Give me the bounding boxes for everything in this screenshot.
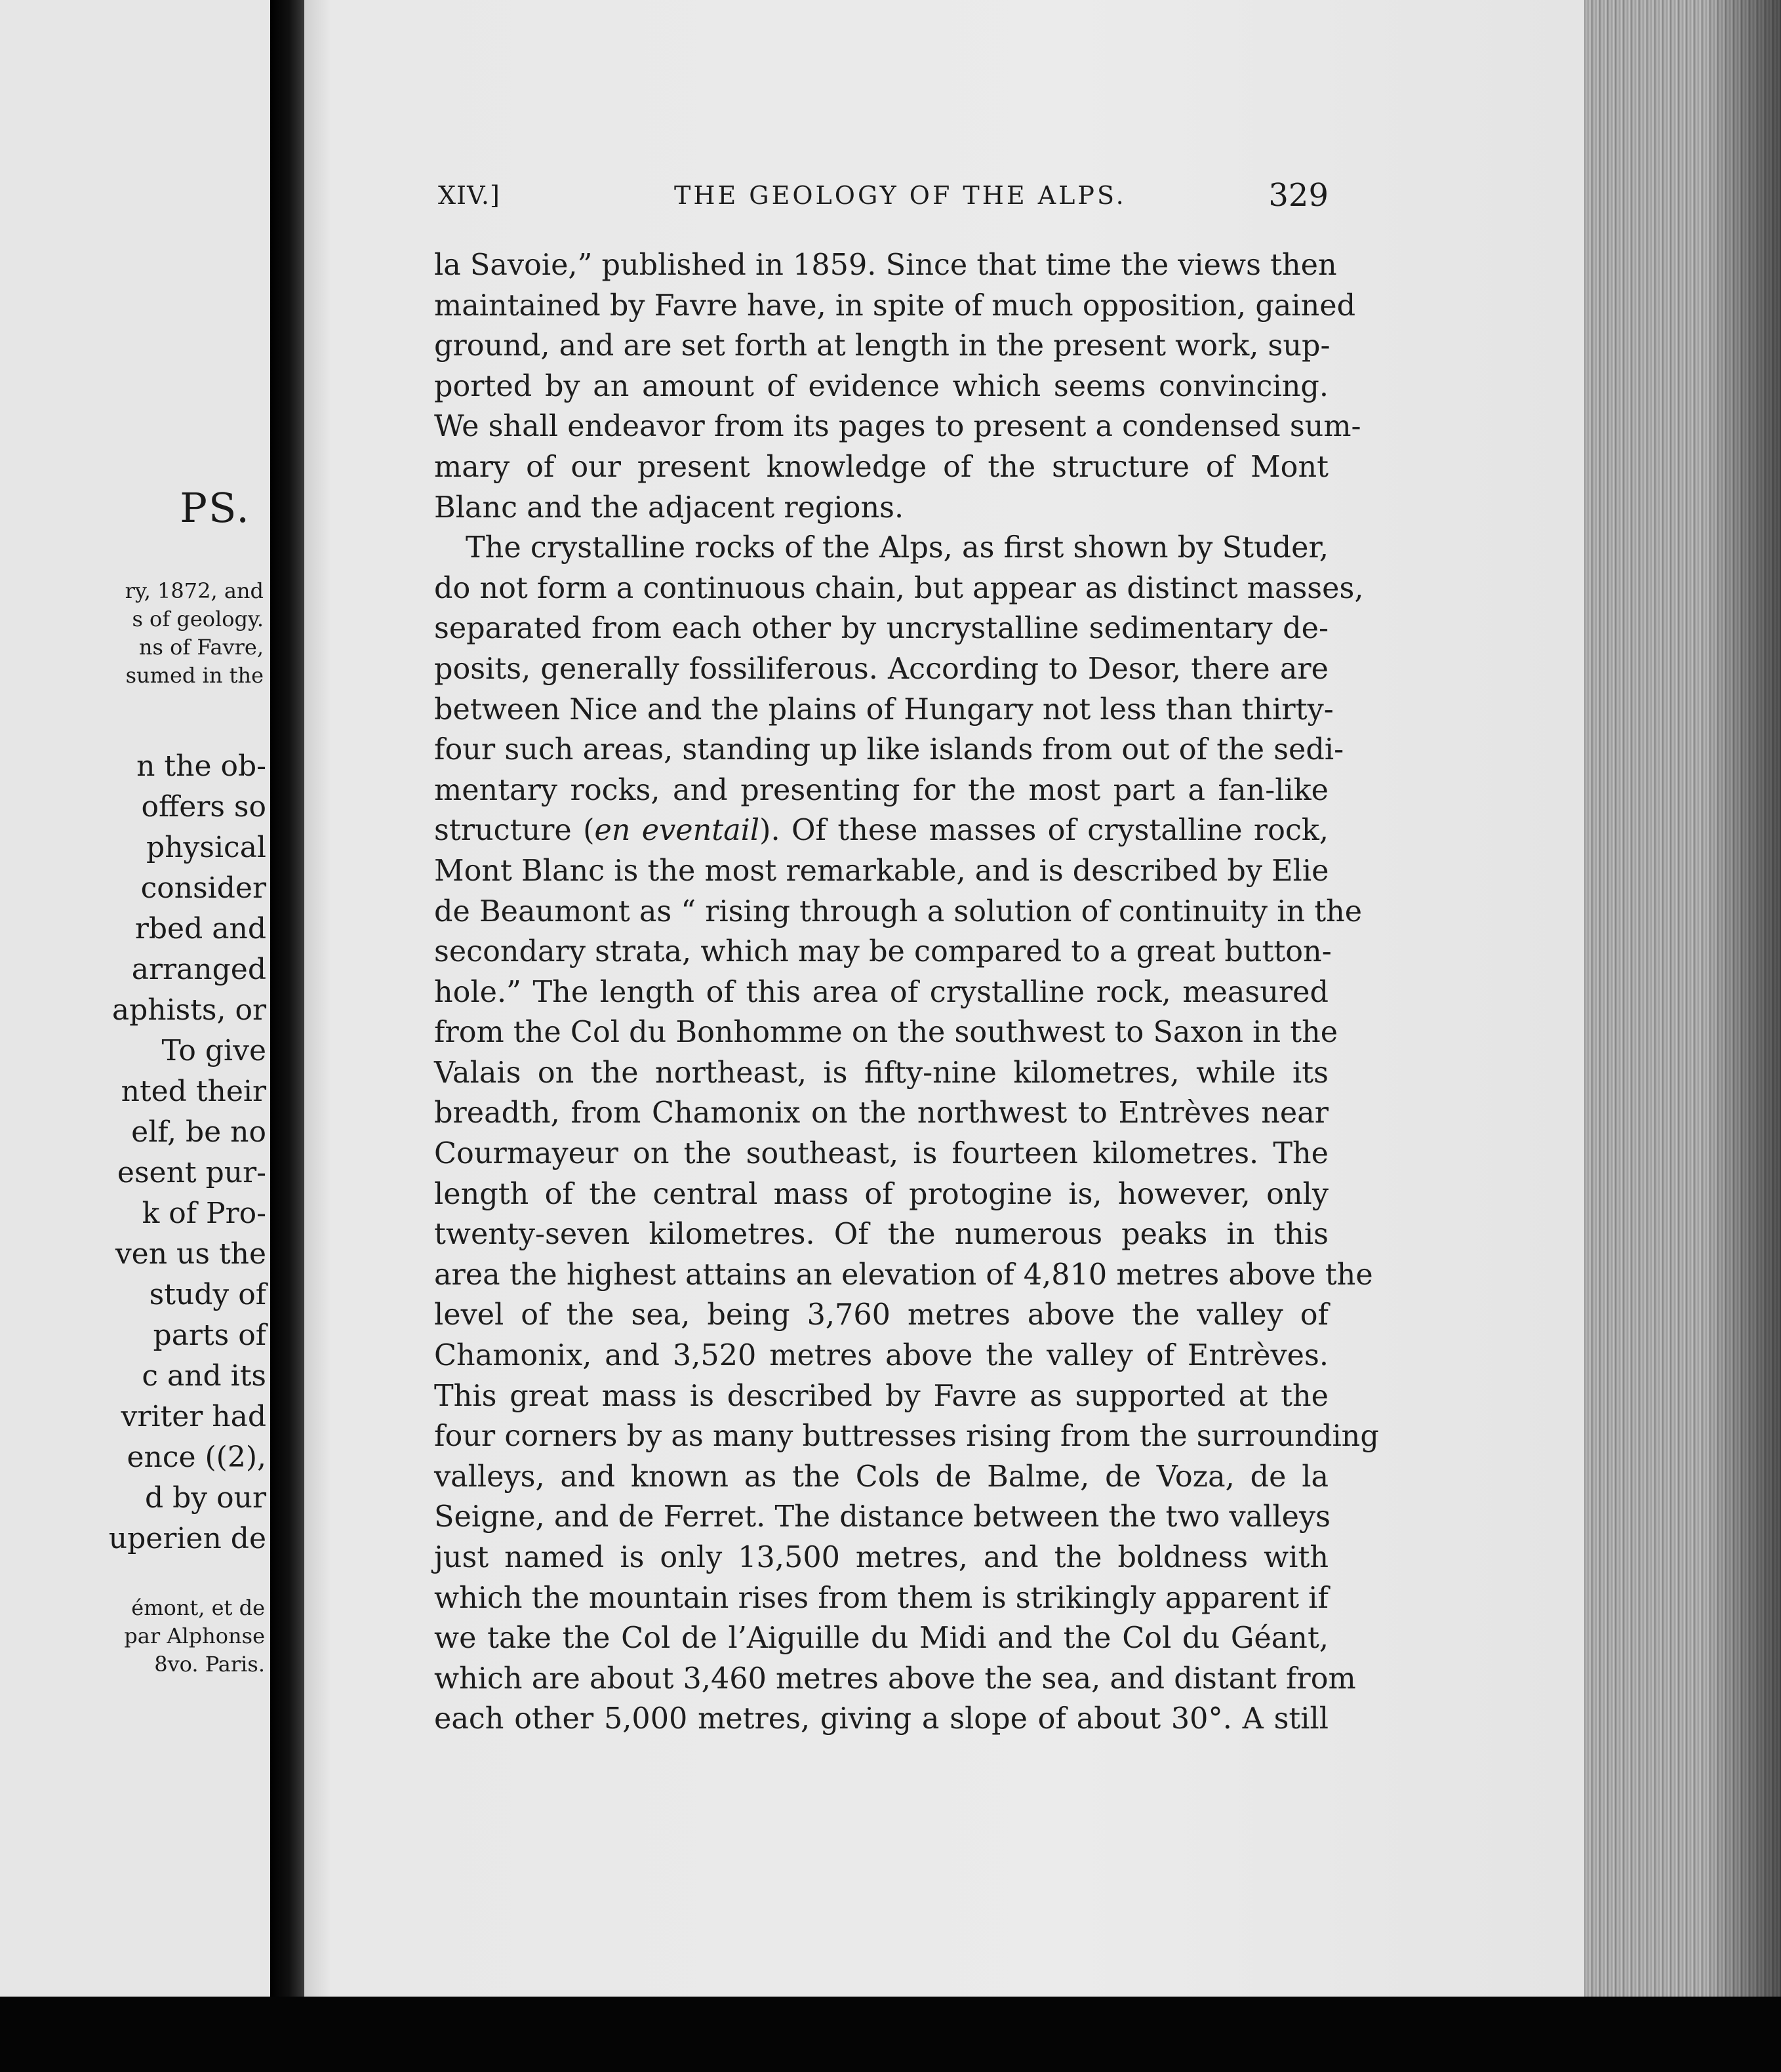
text-line: which the mountain rises from them is strikingly apparent if [434,1581,1329,1615]
text-line: twenty-seven kilometres. Of the numerous peaks in this [434,1218,1329,1252]
text-line: just named is only 13,500 metres, and the boldness with [434,1541,1329,1574]
facing-note-line: ns of Favre, [138,635,264,660]
text-line: valleys, and known as the Cols de Balme, de Voza, de la [434,1460,1329,1494]
text-segment: ). Of these masses of crystalline rock, [759,814,1329,848]
facing-body-line: nted their [121,1075,266,1108]
facing-page [0,0,270,1997]
text-line: from the Col du Bonhomme on the southwest to Saxon in the [434,1016,1338,1050]
facing-note-line: émont, et de [131,1595,265,1620]
text-line: Valais on the northeast, is fifty-nine kilometres, while its [434,1056,1329,1090]
facing-body-line: n the ob- [136,749,266,783]
facing-body-line: parts of [153,1319,266,1352]
text-line: Courmayeur on the southeast, is fourteen kilometres. The [434,1137,1329,1171]
facing-note-line: par Alphonse [124,1624,265,1648]
facing-body-line: k of Pro- [142,1197,266,1230]
text-line: ported by an amount of evidence which seems convincing. [434,369,1329,403]
text-line: We shall endeavor from its pages to present a condensed sum- [434,410,1361,444]
page-number: 329 [1268,177,1329,214]
facing-body-line: ence ((2), [127,1441,266,1474]
facing-body-line: offers so [141,790,266,824]
text-line: area the highest attains an elevation of 4,810 metres above the [434,1258,1373,1292]
text-line: four such areas, standing up like islands from out of the sedi- [434,733,1344,767]
page-edges-shadow [1705,0,1781,2036]
page-title: THE GEOLOGY OF THE ALPS. [674,181,1127,210]
text-line: de Beaumont as “ rising through a solution of continuity in the [434,894,1363,928]
text-line: length of the central mass of protogine is, however, only [434,1177,1329,1211]
text-line: Mont Blanc is the most remarkable, and is described by Elie [434,854,1329,888]
facing-page-heading: PS. [180,484,250,532]
italic-phrase: en eventail [594,814,760,848]
facing-body-line: To give [161,1034,266,1067]
facing-body-line: arranged [131,953,266,986]
text-line: we take the Col de l’Aiguille du Midi and the Col du Géant, [434,1622,1329,1656]
text-line: The crystalline rocks of the Alps, as first shown by Studer, [466,531,1329,565]
facing-body-line: c and its [142,1359,266,1393]
text-line: level of the sea, being 3,760 metres above the valley of [434,1298,1329,1332]
text-line: mentary rocks, and presenting for the most part a fan-like [434,773,1329,807]
text-line: separated from each other by uncrystalline sedimentary de- [434,612,1329,646]
facing-body-line: aphists, or [111,993,266,1027]
text-line: breadth, from Chamonix on the northwest to Entrèves near [434,1096,1329,1130]
facing-note-line: ry, 1872, and [125,578,264,603]
facing-body-line: vriter had [121,1400,266,1433]
facing-body-line: physical [146,831,266,864]
text-line: la Savoie,” published in 1859. Since that time the views then [434,249,1337,282]
text-line: ground, and are set forth at length in the present work, sup- [434,329,1331,363]
text-line: hole.” The length of this area of crystalline rock, measured [434,975,1329,1009]
facing-body-line: elf, be no [131,1115,266,1149]
text-segment: structure ( [434,814,595,848]
text-line: Seigne, and de Ferret. The distance between the two valleys [434,1500,1331,1534]
facing-note-line: s of geology. [132,607,264,631]
facing-body-line: d by our [144,1481,266,1515]
book-gutter [270,0,304,1997]
facing-body-line: study of [149,1278,266,1311]
facing-body-line: ven us the [115,1237,266,1271]
facing-body-line: esent pur- [117,1156,266,1189]
text-line-with-italic [434,810,1329,851]
text-line: four corners by as many buttresses rising from the surrounding [434,1420,1379,1454]
text-line: mary of our present knowledge of the structure of Mont [434,450,1329,484]
text-line: Chamonix, and 3,520 metres above the valley of Entrèves. [434,1339,1329,1373]
scan-bottom-border [0,1997,1781,2072]
text-line: Blanc and the adjacent regions. [434,490,904,525]
body-text [434,245,1379,1740]
facing-body-line: consider [140,871,266,905]
facing-note-line: 8vo. Paris. [154,1652,265,1677]
facing-body-line: uperien de [108,1522,266,1555]
text-line: between Nice and the plains of Hungary not less than thirty- [434,692,1334,727]
text-line: which are about 3,460 metres above the sea, and distant from [434,1662,1356,1696]
text-line: do not form a continuous chain, but appear as distinct masses, [434,571,1364,605]
text-line: maintained by Favre have, in spite of much opposition, gained [434,289,1356,323]
facing-note-line: sumed in the [125,663,264,688]
text-line: secondary strata, which may be compared to a great button- [434,935,1332,969]
facing-body-line: rbed and [134,912,266,946]
section-number: XIV.] [438,181,500,210]
text-line: posits, generally fossiliferous. According to Desor, there are [434,652,1329,686]
text-line: This great mass is described by Favre as supported at the [434,1379,1329,1413]
text-line: each other 5,000 metres, giving a slope of about 30°. A still [434,1702,1329,1736]
running-head [438,177,1329,220]
